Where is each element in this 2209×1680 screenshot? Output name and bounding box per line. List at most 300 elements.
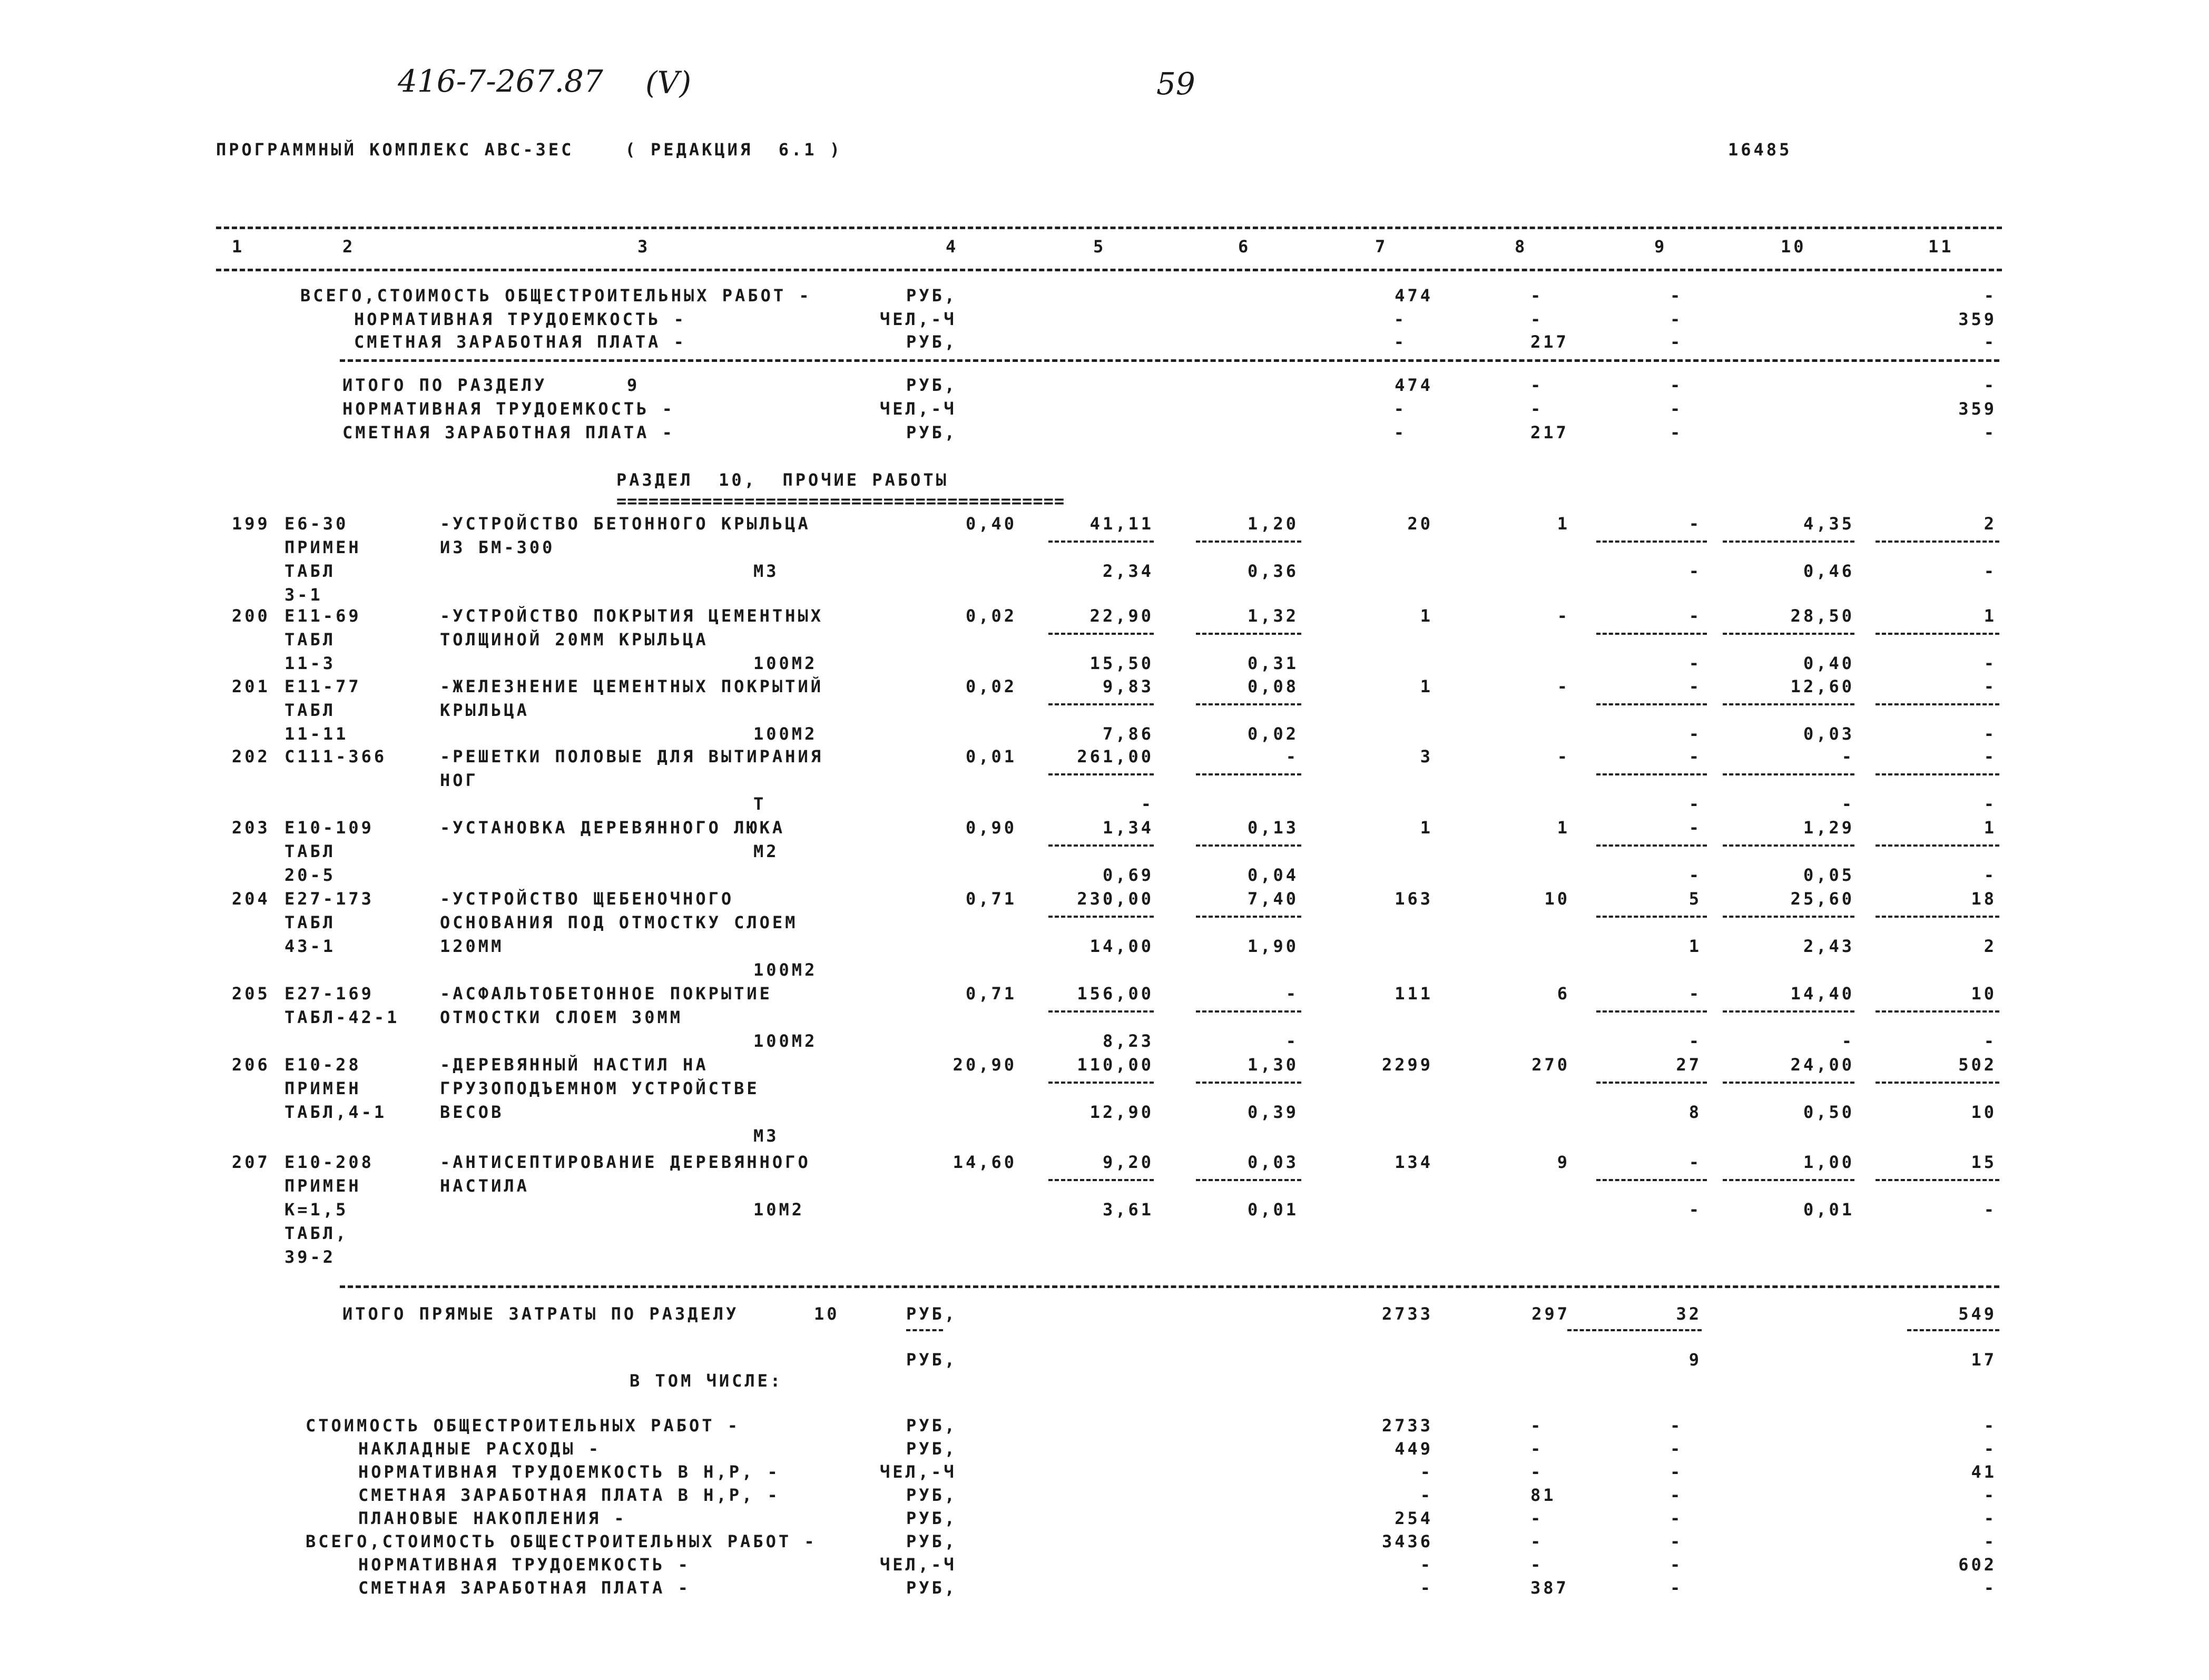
item-col10-sub: 0,05	[1803, 865, 1854, 885]
dash-cell: -	[1670, 399, 1683, 419]
item-norm-code: ТАБЛ	[284, 912, 336, 932]
item-col10: 1,00	[1803, 1152, 1854, 1172]
col-num-10: 10	[1781, 237, 1807, 257]
item-sub-rule	[1876, 703, 1999, 705]
item-unit-price-wage: 2,34	[1102, 561, 1154, 581]
summary-c9: -	[1670, 1439, 1683, 1459]
item-unit: 100М2	[753, 1031, 818, 1051]
summary-c9: -	[1670, 1416, 1683, 1436]
col-num-4: 4	[946, 237, 959, 257]
item-total-cost: 2299	[1381, 1055, 1433, 1075]
summary-c7: 2733	[1381, 1416, 1433, 1436]
summary-c9: -	[1670, 1462, 1683, 1482]
direct-costs-c9: 32	[1676, 1304, 1702, 1324]
item-col9-sub: 1	[1688, 936, 1702, 956]
summary-label: НОРМАТИВНАЯ ТРУДОЕМКОСТЬ -	[358, 1555, 691, 1575]
direct-sub-rule	[1567, 1329, 1702, 1331]
item-total-cost: 1	[1420, 676, 1433, 696]
dash-cell: -	[1984, 423, 1997, 443]
section-9-labor-label: НОРМАТИВНАЯ ТРУДОЕМКОСТЬ -	[342, 399, 675, 419]
item-sub-rule	[1048, 633, 1154, 635]
item-work-name: -ДЕРЕВЯННЫЙ НАСТИЛ НА	[440, 1055, 709, 1075]
item-col10-sub: 0,46	[1803, 561, 1854, 581]
item-norm-code: ПРИМЕН	[284, 537, 361, 557]
summary-label: ПЛАНОВЫЕ НАКОПЛЕНИЯ -	[358, 1508, 627, 1528]
item-sub-rule	[1048, 1010, 1154, 1013]
item-number: 203	[232, 818, 270, 838]
direct-costs-c7: 2733	[1381, 1304, 1433, 1324]
summary-c8: -	[1530, 1439, 1544, 1459]
item-unit-price: 230,00	[1077, 889, 1154, 909]
item-col9: -	[1688, 676, 1702, 696]
col-num-11: 11	[1928, 237, 1954, 257]
dash-cell: -	[1984, 332, 1997, 352]
item-norm-code: 39-2	[284, 1247, 336, 1267]
top-summary-wage-unit: РУБ,	[906, 332, 958, 352]
item-unit-price: 261,00	[1077, 746, 1154, 767]
summary-unit: РУБ,	[906, 1485, 958, 1505]
top-summary-total-unit: РУБ,	[906, 286, 958, 306]
item-unit: М3	[753, 1126, 779, 1146]
direct-costs-unit: РУБ,	[906, 1304, 958, 1324]
item-col6-sub: 0,04	[1247, 865, 1299, 885]
item-sub-rule	[1596, 916, 1707, 918]
direct-costs-unit-2: РУБ,	[906, 1350, 958, 1370]
item-unit: М3	[753, 561, 779, 581]
summary-label: ВСЕГО,СТОИМОСТЬ ОБЩЕСТРОИТЕЛЬНЫХ РАБОТ -	[306, 1531, 817, 1551]
direct-sub-rule	[1907, 1329, 1999, 1331]
item-unit-price-wage: 8,23	[1102, 1031, 1154, 1051]
top-summary-labor-unit: ЧЕЛ,-Ч	[880, 309, 957, 329]
item-col10-sub: 0,50	[1803, 1102, 1854, 1122]
item-col6: -	[1285, 746, 1299, 767]
item-sub-rule	[1048, 1082, 1154, 1084]
item-norm-code: К=1,5	[284, 1200, 349, 1220]
item-col10-sub: 0,40	[1803, 653, 1854, 673]
summary-label: НОРМАТИВНАЯ ТРУДОЕМКОСТЬ В Н,Р, -	[358, 1462, 780, 1482]
section-10-underline: ==========================================	[616, 491, 1065, 511]
item-quantity: 0,90	[965, 818, 1017, 838]
summary-c9: -	[1670, 1508, 1683, 1528]
item-col9: -	[1688, 1152, 1702, 1172]
summary-c11: -	[1984, 1508, 1997, 1528]
direct-costs-c11-2: 17	[1971, 1350, 1997, 1370]
item-col11-sub: -	[1984, 1031, 1997, 1051]
item-total-cost: 20	[1407, 514, 1433, 534]
item-col9: -	[1688, 818, 1702, 838]
item-col11: 502	[1958, 1055, 1997, 1075]
summary-c7: -	[1420, 1555, 1433, 1575]
item-col10-sub: 0,01	[1803, 1200, 1854, 1220]
item-col11: -	[1984, 746, 1997, 767]
summary-c8: -	[1530, 1531, 1544, 1551]
item-sub-rule	[1196, 1010, 1301, 1013]
item-col11: 2	[1984, 514, 1997, 534]
item-sub-rule	[1196, 703, 1301, 705]
dash-cell: -	[1530, 375, 1544, 395]
item-col11-sub: -	[1984, 724, 1997, 744]
item-norm-code: 11-3	[284, 653, 336, 673]
summary-c8: -	[1530, 1416, 1544, 1436]
item-number: 200	[232, 606, 270, 626]
item-work-name: -ЖЕЛЕЗНЕНИЕ ЦЕМЕНТНЫХ ПОКРЫТИЙ	[440, 676, 823, 696]
top-summary-total-label: ВСЕГО,СТОИМОСТЬ ОБЩЕСТРОИТЕЛЬНЫХ РАБОТ -	[300, 286, 812, 306]
section-10-title: РАЗДЕЛ 10, ПРОЧИЕ РАБОТЫ	[616, 470, 949, 490]
item-quantity: 14,60	[953, 1152, 1017, 1172]
item-col8: -	[1557, 676, 1570, 696]
section-9-wage-label: СМЕТНАЯ ЗАРАБОТНАЯ ПЛАТА -	[342, 423, 675, 443]
summary-c8: -	[1530, 1508, 1544, 1528]
item-number: 206	[232, 1055, 270, 1075]
handwritten-doc-code: 416-7-267.87	[398, 63, 603, 99]
handwritten-page-number: 59	[1156, 66, 1195, 102]
item-sub-rule	[1876, 773, 1999, 775]
dash-cell: -	[1530, 309, 1544, 329]
item-sub-rule	[1196, 844, 1301, 847]
item-col10: 1,29	[1803, 818, 1854, 838]
item-sub-rule	[1723, 703, 1854, 705]
item-col6-sub: 0,36	[1247, 561, 1299, 581]
summary-c7: 449	[1395, 1439, 1433, 1459]
item-quantity: 0,02	[965, 606, 1017, 626]
item-sub-rule	[1596, 541, 1707, 543]
dash-cell: -	[1670, 332, 1683, 352]
item-col10-sub: -	[1841, 1031, 1854, 1051]
item-unit-price-wage: 15,50	[1089, 653, 1154, 673]
item-col9-sub: -	[1688, 794, 1702, 814]
including-label: В ТОМ ЧИСЛЕ:	[630, 1371, 783, 1391]
item-col8: 6	[1557, 984, 1570, 1004]
item-col6: 1,32	[1247, 606, 1299, 626]
item-quantity: 0,01	[965, 746, 1017, 767]
summary-c7: -	[1420, 1578, 1433, 1598]
summary-c7: 3436	[1381, 1531, 1433, 1551]
item-col10: 14,40	[1790, 984, 1854, 1004]
item-work-name: -УСТРОЙСТВО ПОКРЫТИЯ ЦЕМЕНТНЫХ	[440, 606, 823, 626]
dash-cell: -	[1670, 375, 1683, 395]
item-col9: -	[1688, 606, 1702, 626]
dash-cell: -	[1393, 309, 1407, 329]
item-sub-rule	[1723, 1010, 1854, 1013]
col-num-6: 6	[1238, 237, 1251, 257]
item-col9: -	[1688, 514, 1702, 534]
top-summary-labor-c11: 359	[1958, 309, 1997, 329]
header-top-rule	[216, 227, 2002, 229]
item-col10-sub: 0,03	[1803, 724, 1854, 744]
item-sub-rule	[1723, 1179, 1854, 1181]
col-num-8: 8	[1515, 237, 1528, 257]
item-work-name: 120ММ	[440, 936, 504, 956]
summary-c7: 254	[1395, 1508, 1433, 1528]
item-quantity: 0,71	[965, 889, 1017, 909]
item-col8: 270	[1531, 1055, 1570, 1075]
item-sub-rule	[1876, 541, 1999, 543]
item-norm-code: 11-11	[284, 724, 349, 744]
item-norm-code: ПРИМЕН	[284, 1078, 361, 1098]
item-col10: 25,60	[1790, 889, 1854, 909]
direct-costs-c11: 549	[1958, 1304, 1997, 1324]
summary-unit: РУБ,	[906, 1439, 958, 1459]
item-unit-price: 41,11	[1089, 514, 1154, 534]
item-col9-sub: 8	[1688, 1102, 1702, 1122]
dash-cell: -	[1530, 399, 1544, 419]
item-number: 207	[232, 1152, 270, 1172]
summary-c8: -	[1530, 1462, 1544, 1482]
col-num-9: 9	[1654, 237, 1667, 257]
item-number: 204	[232, 889, 270, 909]
item-norm-code: Е27-173	[284, 889, 374, 909]
item-work-name: КРЫЛЬЦА	[440, 700, 529, 720]
item-norm-code: Е10-109	[284, 818, 374, 838]
item-unit-price-wage: 7,86	[1102, 724, 1154, 744]
item-col9: 27	[1676, 1055, 1702, 1075]
item-sub-rule	[1596, 844, 1707, 847]
program-header: ПРОГРАММНЫЙ КОМПЛЕКС АВС-3ЕС ( РЕДАКЦИЯ 6.1 )	[216, 140, 843, 160]
item-col11-sub: -	[1984, 561, 1997, 581]
item-col11: 1	[1984, 818, 1997, 838]
item-unit-price: 22,90	[1089, 606, 1154, 626]
dash-cell: -	[1393, 423, 1407, 443]
item-work-name: НАСТИЛА	[440, 1176, 529, 1196]
item-number: 202	[232, 746, 270, 767]
item-sub-rule	[1048, 703, 1154, 705]
item-col11-sub: -	[1984, 794, 1997, 814]
item-col6: 0,13	[1247, 818, 1299, 838]
item-total-cost: 111	[1395, 984, 1433, 1004]
item-work-name: -УСТРОЙСТВО БЕТОННОГО КРЫЛЬЦА	[440, 514, 811, 534]
item-norm-code: ТАБЛ	[284, 561, 336, 581]
item-work-name: -РЕШЕТКИ ПОЛОВЫЕ ДЛЯ ВЫТИРАНИЯ	[440, 746, 823, 767]
item-sub-rule	[1723, 633, 1854, 635]
item-total-cost: 1	[1420, 818, 1433, 838]
item-col8: 10	[1544, 889, 1570, 909]
item-col9: 5	[1688, 889, 1702, 909]
summary-c11: -	[1984, 1578, 1997, 1598]
section-9-total-label: ИТОГО ПО РАЗДЕЛУ	[342, 375, 547, 395]
item-col10: 28,50	[1790, 606, 1854, 626]
item-norm-code: ТАБЛ,	[284, 1223, 349, 1243]
item-number: 205	[232, 984, 270, 1004]
item-col9-sub: -	[1688, 724, 1702, 744]
dash-cell: -	[1670, 309, 1683, 329]
summary-c9: -	[1670, 1485, 1683, 1505]
item-sub-rule	[1048, 916, 1154, 918]
item-unit-price-wage: 12,90	[1089, 1102, 1154, 1122]
item-col6: 0,08	[1247, 676, 1299, 696]
col-num-5: 5	[1093, 237, 1106, 257]
item-col6: 1,20	[1247, 514, 1299, 534]
item-norm-code: ТАБЛ-42-1	[284, 1007, 400, 1027]
section-9-labor-c11: 359	[1958, 399, 1997, 419]
item-sub-rule	[1596, 633, 1707, 635]
item-col11-sub: 10	[1971, 1102, 1997, 1122]
item-sub-rule	[1596, 773, 1707, 775]
item-unit-price: 156,00	[1077, 984, 1154, 1004]
item-col9-sub: -	[1688, 865, 1702, 885]
summary-unit: РУБ,	[906, 1531, 958, 1551]
item-col9: -	[1688, 984, 1702, 1004]
item-col8: 1	[1557, 818, 1570, 838]
item-sub-rule	[1876, 844, 1999, 847]
item-norm-code: С111-366	[284, 746, 387, 767]
dash-cell: -	[1670, 286, 1683, 306]
item-quantity: 0,71	[965, 984, 1017, 1004]
item-quantity: 0,40	[965, 514, 1017, 534]
section-9-number: 9	[627, 375, 640, 395]
item-number: 201	[232, 676, 270, 696]
item-sub-rule	[1596, 1179, 1707, 1181]
item-unit-price-wage: 14,00	[1089, 936, 1154, 956]
item-sub-rule	[1723, 1082, 1854, 1084]
item-work-name: ВЕСОВ	[440, 1102, 504, 1122]
item-norm-code: 20-5	[284, 865, 336, 885]
item-sub-rule	[1048, 773, 1154, 775]
item-col9-sub: -	[1688, 1200, 1702, 1220]
item-sub-rule	[1876, 916, 1999, 918]
item-col10: -	[1841, 746, 1854, 767]
summary-unit: РУБ,	[906, 1578, 958, 1598]
item-norm-code: ТАБЛ,4-1	[284, 1102, 387, 1122]
item-norm-code: Е27-169	[284, 984, 374, 1004]
summary-c7: -	[1420, 1462, 1433, 1482]
item-work-name: -АСФАЛЬТОБЕТОННОЕ ПОКРЫТИЕ	[440, 984, 772, 1004]
item-sub-rule	[1876, 1010, 1999, 1013]
item-sub-rule	[1196, 541, 1301, 543]
top-summary-labor-label: НОРМАТИВНАЯ ТРУДОЕМКОСТЬ -	[354, 309, 686, 329]
item-work-name: ТОЛЩИНОЙ 20ММ КРЫЛЬЦА	[440, 630, 709, 650]
section-9-total-c7: 474	[1395, 375, 1433, 395]
item-sub-rule	[1723, 773, 1854, 775]
item-col11-sub: -	[1984, 1200, 1997, 1220]
item-col9-sub: -	[1688, 561, 1702, 581]
summary-unit: ЧЕЛ,-Ч	[880, 1462, 957, 1482]
item-unit-price-wage: -	[1141, 794, 1154, 814]
item-unit-price: 9,20	[1102, 1152, 1154, 1172]
summary-label: НАКЛАДНЫЕ РАСХОДЫ -	[358, 1439, 602, 1459]
item-norm-code: Е10-208	[284, 1152, 374, 1172]
item-unit: 100М2	[753, 960, 818, 980]
item-sub-rule	[1048, 541, 1154, 543]
item-number: 199	[232, 514, 270, 534]
item-col10: 24,00	[1790, 1055, 1854, 1075]
dash-cell: -	[1530, 286, 1544, 306]
summary-label: СТОИМОСТЬ ОБЩЕСТРОИТЕЛЬНЫХ РАБОТ -	[306, 1416, 741, 1436]
item-col6-sub: 0,02	[1247, 724, 1299, 744]
item-sub-rule	[1048, 844, 1154, 847]
item-col11-sub: -	[1984, 865, 1997, 885]
item-col6-sub: 0,31	[1247, 653, 1299, 673]
item-col11: -	[1984, 676, 1997, 696]
col-num-7: 7	[1375, 237, 1388, 257]
item-col11: 1	[1984, 606, 1997, 626]
section-9-labor-unit: ЧЕЛ,-Ч	[880, 399, 957, 419]
direct-costs-c8: 297	[1531, 1304, 1570, 1324]
direct-costs-c9-2: 9	[1688, 1350, 1702, 1370]
items-bottom-rule	[340, 1285, 1999, 1288]
item-col11: 15	[1971, 1152, 1997, 1172]
item-sub-rule	[1596, 703, 1707, 705]
item-work-name: НОГ	[440, 770, 478, 790]
item-col9: -	[1688, 746, 1702, 767]
item-work-name: ГРУЗОПОДЪЕМНОМ УСТРОЙСТВЕ	[440, 1078, 760, 1098]
item-col6: 0,03	[1247, 1152, 1299, 1172]
dash-cell: -	[1393, 399, 1407, 419]
handwritten-roman-numeral: (V)	[645, 65, 692, 101]
item-norm-code: Е6-30	[284, 514, 349, 534]
col-num-3: 3	[637, 237, 651, 257]
top-summary-wage-label: СМЕТНАЯ ЗАРАБОТНАЯ ПЛАТА -	[354, 332, 686, 352]
summary-label: СМЕТНАЯ ЗАРАБОТНАЯ ПЛАТА -	[358, 1578, 691, 1598]
item-col6: 1,30	[1247, 1055, 1299, 1075]
summary-c11: -	[1984, 1485, 1997, 1505]
summary-unit: ЧЕЛ,-Ч	[880, 1555, 957, 1575]
item-col11-sub: 2	[1984, 936, 1997, 956]
summary-c8: -	[1530, 1555, 1544, 1575]
item-col9-sub: -	[1688, 1031, 1702, 1051]
item-sub-rule	[1876, 1082, 1999, 1084]
item-quantity: 20,90	[953, 1055, 1017, 1075]
summary-c9: -	[1670, 1531, 1683, 1551]
summary-c11: 41	[1971, 1462, 1997, 1482]
item-sub-rule	[1723, 541, 1854, 543]
direct-sub-rule	[906, 1329, 943, 1331]
item-norm-code: 43-1	[284, 936, 336, 956]
item-col6-sub: -	[1285, 1031, 1299, 1051]
item-total-cost: 1	[1420, 606, 1433, 626]
item-sub-rule	[1876, 633, 1999, 635]
section-9-wage-unit: РУБ,	[906, 423, 958, 443]
item-total-cost: 134	[1395, 1152, 1433, 1172]
summary-label: СМЕТНАЯ ЗАРАБОТНАЯ ПЛАТА В Н,Р, -	[358, 1485, 780, 1505]
item-norm-code: ТАБЛ	[284, 841, 336, 861]
summary-c11: -	[1984, 1531, 1997, 1551]
item-work-name: -УСТАНОВКА ДЕРЕВЯННОГО ЛЮКА	[440, 818, 786, 838]
item-unit-price-wage: 3,61	[1102, 1200, 1154, 1220]
item-col10: 4,35	[1803, 514, 1854, 534]
top-summary-wage-c8: 217	[1530, 332, 1569, 352]
item-col10-sub: 2,43	[1803, 936, 1854, 956]
item-sub-rule	[1196, 1082, 1301, 1084]
item-unit-price-wage: 0,69	[1102, 865, 1154, 885]
item-col9-sub: -	[1688, 653, 1702, 673]
item-work-name: ОСНОВАНИЯ ПОД ОТМОСТКУ СЛОЕМ	[440, 912, 798, 932]
item-col8: 1	[1557, 514, 1570, 534]
summary-rule	[340, 359, 1999, 362]
summary-c7: -	[1420, 1485, 1433, 1505]
item-col6-sub: 1,90	[1247, 936, 1299, 956]
item-col11: 18	[1971, 889, 1997, 909]
item-total-cost: 3	[1420, 746, 1433, 767]
dash-cell: -	[1984, 375, 1997, 395]
dash-cell: -	[1984, 286, 1997, 306]
summary-c11: 602	[1958, 1555, 1997, 1575]
summary-c11: -	[1984, 1439, 1997, 1459]
dash-cell: -	[1670, 423, 1683, 443]
item-col11: 10	[1971, 984, 1997, 1004]
item-sub-rule	[1196, 633, 1301, 635]
dash-cell: -	[1393, 332, 1407, 352]
item-sub-rule	[1723, 844, 1854, 847]
item-sub-rule	[1596, 1010, 1707, 1013]
item-norm-code: Е10-28	[284, 1055, 361, 1075]
item-unit-price: 110,00	[1077, 1055, 1154, 1075]
col-num-1: 1	[232, 237, 245, 257]
summary-c8: 81	[1530, 1485, 1556, 1505]
item-col8: 9	[1557, 1152, 1570, 1172]
item-work-name: ИЗ БМ-300	[440, 537, 555, 557]
item-norm-code: Е11-69	[284, 606, 361, 626]
item-col6-sub: 0,39	[1247, 1102, 1299, 1122]
